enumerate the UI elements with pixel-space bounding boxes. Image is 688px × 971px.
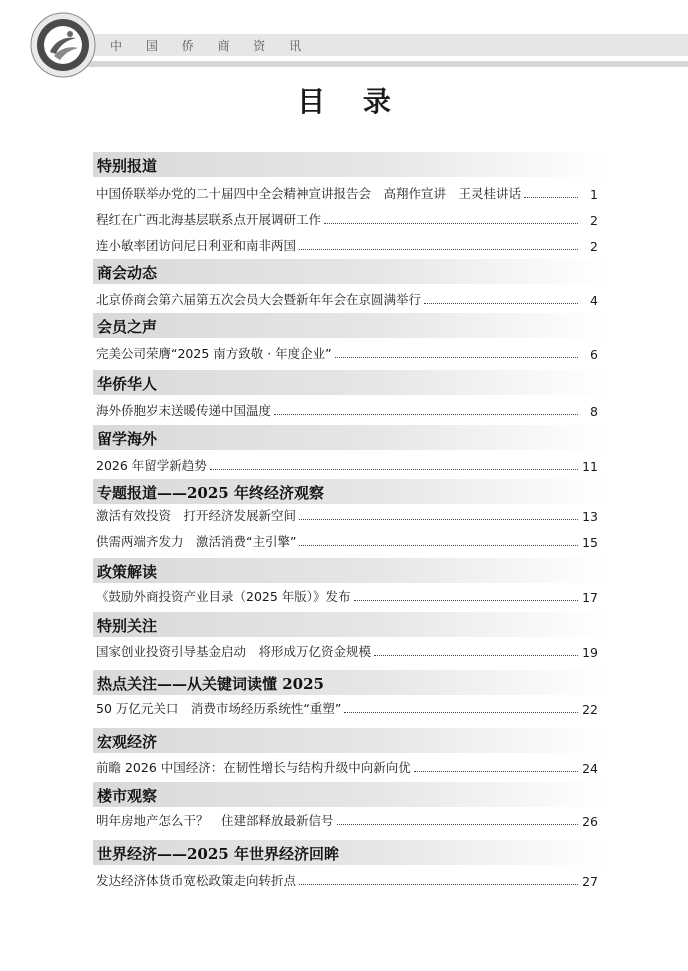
- toc-entry[interactable]: [96, 642, 598, 660]
- section-heading: [93, 840, 605, 865]
- toc-page-number: 4: [590, 293, 598, 308]
- toc-entry[interactable]: [96, 871, 598, 889]
- section-heading: [93, 670, 605, 695]
- toc-entry[interactable]: [96, 456, 598, 474]
- section-heading: [93, 313, 605, 338]
- section-heading-text: 政策解读: [97, 563, 158, 581]
- toc-entry[interactable]: [96, 506, 598, 524]
- toc-entry-title: 中国侨联举办党的二十届四中全会精神宣讲报告会 高翔作宣讲 王灵桂讲话: [96, 186, 522, 201]
- toc-page-number: 1: [590, 187, 598, 202]
- dot-leader: [299, 519, 578, 520]
- toc-entry[interactable]: [96, 699, 598, 717]
- dot-leader: [424, 303, 578, 304]
- toc-entry-title: 供需两端齐发力 激活消费“主引擎”: [96, 534, 297, 549]
- toc-entry[interactable]: [96, 758, 598, 776]
- section-heading-text: 世界经济——2025 年世界经济回眸: [97, 845, 339, 863]
- toc-entry[interactable]: [96, 290, 598, 308]
- toc-entry-title: 海外侨胞岁末送暖传递中国温度: [96, 403, 272, 418]
- section-heading: [93, 728, 605, 753]
- toc-page-number: 11: [582, 459, 598, 474]
- toc-page-number: 2: [590, 239, 598, 254]
- dot-leader: [354, 600, 578, 601]
- toc-page-number: 13: [582, 509, 598, 524]
- toc-entry-title: 完美公司荣膺“2025 南方致敬 · 年度企业”: [96, 346, 332, 361]
- section-heading-text: 特别报道: [97, 157, 158, 175]
- section-heading: [93, 425, 605, 450]
- toc-entry-title: 50 万亿元关口 消费市场经历系统性“重塑”: [96, 701, 342, 716]
- toc-entry-title: 《鼓励外商投资产业目录（2025 年版）》发布: [96, 589, 351, 604]
- dot-leader: [299, 884, 578, 885]
- toc-entry[interactable]: [96, 401, 598, 419]
- toc-page-number: 6: [590, 347, 598, 362]
- toc-entry-title: 明年房地产怎么干？ 住建部释放最新信号: [96, 813, 334, 828]
- toc-page-number: 27: [582, 874, 598, 889]
- section-heading: [93, 259, 605, 284]
- section-heading: [93, 782, 605, 807]
- section-heading-text: 留学海外: [97, 430, 158, 448]
- toc-page-number: 24: [582, 761, 598, 776]
- toc-page-number: 19: [582, 645, 598, 660]
- section-heading: [93, 152, 605, 177]
- section-heading-text: 特别关注: [97, 617, 158, 635]
- toc-entry-title: 连小敏率团访问尼日利亚和南非两国: [96, 238, 297, 253]
- section-heading-text: 楼市观察: [97, 787, 158, 805]
- header-text: 中 国 侨 商 资 讯: [110, 39, 312, 53]
- dot-leader: [335, 357, 578, 358]
- dot-leader: [414, 771, 578, 772]
- section-heading-text: 宏观经济: [97, 733, 158, 751]
- toc-entry-title: 前瞻 2026 中国经济：在韧性增长与结构升级中向新向优: [96, 760, 411, 775]
- dot-leader: [274, 414, 578, 415]
- toc-page-number: 15: [582, 535, 598, 550]
- toc-entry[interactable]: [96, 236, 598, 254]
- dot-leader: [524, 197, 578, 198]
- toc-entry[interactable]: [96, 184, 598, 202]
- section-heading-text: 专题报道——2025 年终经济观察: [97, 484, 324, 502]
- dot-leader: [299, 249, 578, 250]
- toc-page-number: 26: [582, 814, 598, 829]
- toc-page-number: 8: [590, 404, 598, 419]
- toc-page-number: 17: [582, 590, 598, 605]
- toc-entry[interactable]: [96, 210, 598, 228]
- section-heading-text: 华侨华人: [97, 375, 158, 393]
- toc-entry-title: 发达经济体货币宽松政策走向转折点: [96, 873, 297, 888]
- dot-leader: [210, 469, 578, 470]
- toc-entry-title: 激活有效投资 打开经济发展新空间: [96, 508, 297, 523]
- toc-entry[interactable]: [96, 811, 598, 829]
- dot-leader: [344, 712, 578, 713]
- toc-entry[interactable]: [96, 532, 598, 550]
- page-title: 目 录: [297, 85, 405, 118]
- dot-leader: [337, 824, 578, 825]
- toc-entry-title: 北京侨商会第六届第五次会员大会暨新年年会在京圆满举行: [96, 292, 422, 307]
- dot-leader: [324, 223, 578, 224]
- section-heading: [93, 558, 605, 583]
- toc-entry[interactable]: [96, 344, 598, 362]
- section-heading: [93, 479, 605, 504]
- toc-entry[interactable]: [96, 587, 598, 605]
- section-heading-text: 会员之声: [97, 318, 158, 336]
- toc-entry-title: 国家创业投资引导基金启动 将形成万亿资金规模: [96, 644, 372, 659]
- dot-leader: [299, 545, 578, 546]
- dot-leader: [374, 655, 578, 656]
- section-heading-text: 热点关注——从关键词读懂 2025: [97, 675, 324, 693]
- section-heading: [93, 370, 605, 395]
- toc-entry-title: 2026 年留学新趋势: [96, 458, 207, 473]
- section-heading: [93, 612, 605, 637]
- section-heading-text: 商会动态: [97, 264, 158, 282]
- toc-page-number: 22: [582, 702, 598, 717]
- toc-page-number: 2: [590, 213, 598, 228]
- toc-entry-title: 程红在广西北海基层联系点开展调研工作: [96, 212, 322, 227]
